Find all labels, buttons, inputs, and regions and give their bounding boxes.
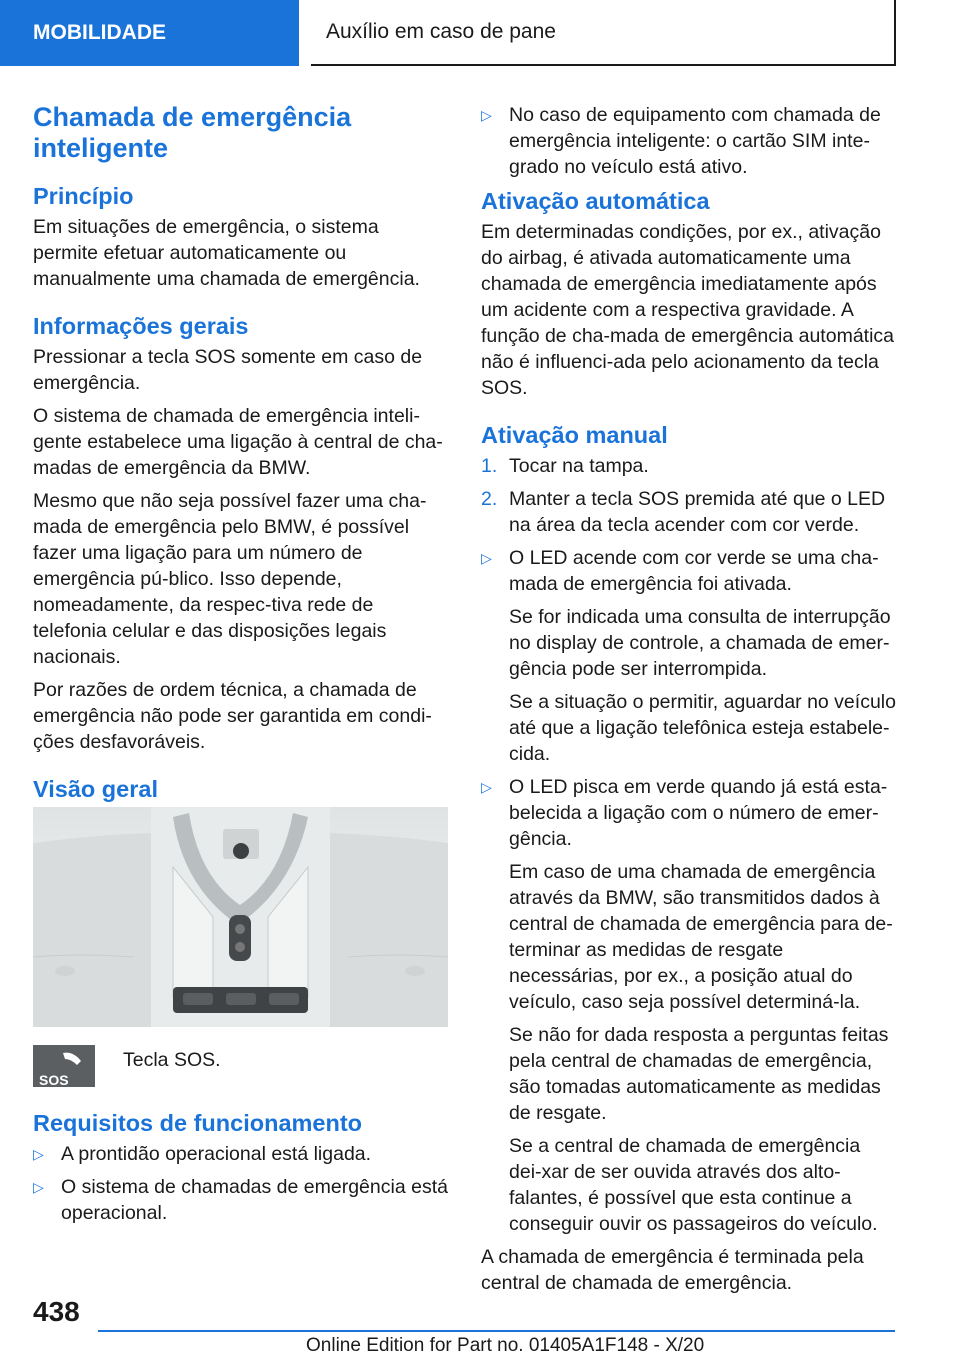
step-item: 2. Manter a tecla SOS premida até que o LED na área da tecla acender com cor verde. [481,488,886,536]
overhead-console-image [33,807,448,1027]
sos-key-icon [33,1045,95,1087]
heading-requisitos: Requisitos de funcionamento [33,1110,363,1136]
step-number: 2. [481,488,498,510]
sos-icon-label: SOS [39,1072,69,1088]
page-number: 438 [33,1296,80,1327]
led-green-item: ▷ O LED acende com cor verde se uma cha‐mada de emergência foi ativada. [481,547,879,595]
bullet-triangle-icon: ▷ [33,1179,44,1195]
heading-informacoes-gerais: Informações gerais [33,313,249,339]
info-paragraph-3: Mesmo que não seja possível fazer uma cha‐mada de emergência pelo BMW, é possível fazer uma ligação para um número de emergência pú‐blico. Isso depende, nomeadamente, da respec‐tiva rede de telefonia celular e das disposições legais nacionais. [33,490,427,668]
header-topic: Auxílio em caso de pane [311,0,896,66]
sos-key-legend [33,1045,448,1087]
sim-card-item: ▷ No caso de equipamento com chamada de emergência inteligente: o cartão SIM inte‐grado no veículo está ativo. [481,104,881,178]
heading-visao-geral: Visão geral [33,776,158,802]
header-section: MOBILIDADE [0,0,299,66]
bullet-triangle-icon: ▷ [481,550,492,566]
heading-principio: Princípio [33,183,134,209]
heading-ativacao-manual: Ativação manual [481,422,668,448]
wait-note: Se a situação o permitir, aguardar no veículo até que a ligação telefônica esteja estabele‐cida. [509,691,896,765]
info-paragraph-4: Por razões de ordem técnica, a chamada de emergência não pode ser garantida em condi‐ções desfavoráveis. [33,679,432,753]
principio-text: Em situações de emergência, o sistema permite efetuar automaticamente ou manualmente uma chamada de emergência. [33,216,420,290]
left-column [33,102,448,1233]
ativacao-automatica-text: Em determinadas condições, por ex., ativação do airbag, é ativada automaticamente uma chamada de emergência imediatamente após um acidente com a respectiva gravidade. A função de cha‐mada de emergência automática não é influenci‐ada pelo acionamento da tecla SOS. [481,221,895,399]
data-transmission-note: Em caso de uma chamada de emergência através da BMW, são transmitidos dados à central de chamada de emergência para de‐terminar as medidas de resgate necessárias, por ex., a posição atual do veículo, caso seja possível determiná-la. [509,861,893,1013]
heading-ativacao-automatica: Ativação automática [481,188,710,214]
footer-edition: Online Edition for Part no. 01405A1F148 - X/20 [306,1335,705,1356]
info-paragraph-1: Pressionar a tecla SOS somente em caso de emergência. [33,346,423,394]
bullet-triangle-icon: ▷ [481,779,492,795]
speaker-note: Se a central de chamada de emergência dei‐xar de ser ouvida através dos alto-falantes, é possível que esta continue a conseguir ouvir os passageiros do veículo. [509,1135,878,1235]
overhead-console-illustration [33,807,448,1027]
requisito-item: ▷ A prontidão operacional está ligada. [33,1143,372,1165]
no-response-note: Se não for dada resposta a perguntas feitas pela central de chamadas de emergência, são tomadas automaticamente as medidas de resgate. [509,1024,889,1124]
step-item: 1. Tocar na tampa. [481,455,649,477]
info-paragraph-2: O sistema de chamada de emergência inteli‐gente estabelece uma ligação à central de cha‐madas de emergência da BMW. [33,405,443,479]
led-blink-item: ▷ O LED pisca em verde quando já está esta‐belecida a ligação com o número de emer‐gência. [481,776,888,850]
right-column [481,102,897,1303]
call-end-text: A chamada de emergência é terminada pela central de chamada de emergência. [481,1246,864,1294]
bullet-triangle-icon: ▷ [33,1146,44,1162]
sos-key-caption: Tecla SOS. [123,1049,221,1071]
bullet-triangle-icon: ▷ [481,107,492,123]
step-number: 1. [481,455,498,477]
page-title: Chamada de emergência inteligente [33,102,352,163]
interrupt-note: Se for indicada uma consulta de interrupção no display de controle, a chamada de emer‐gência pode ser interrompida. [509,606,891,680]
footer-divider [98,1330,895,1332]
requisito-item: ▷ O sistema de chamadas de emergência está operacional. [33,1176,448,1224]
